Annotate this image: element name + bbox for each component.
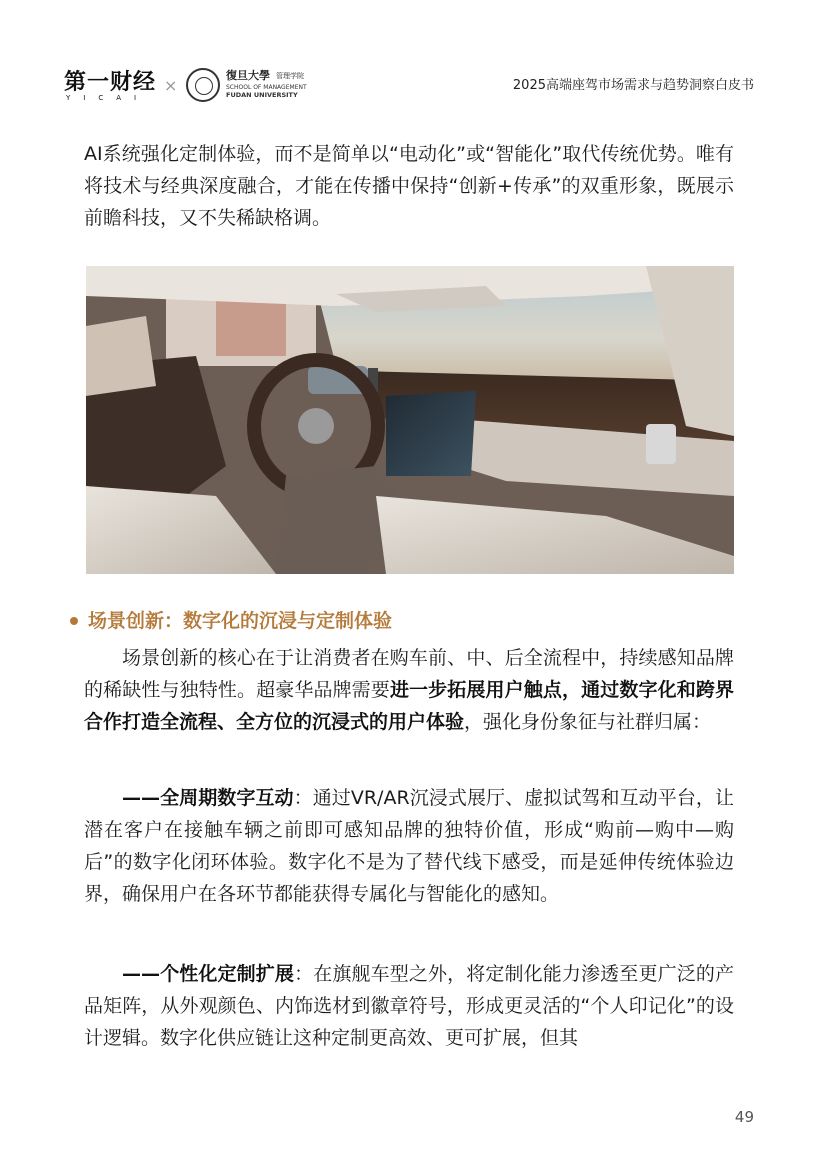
para2-text-a: 场景创新的核心在于让消费者在购车前、中、后全流程中，持续感知品牌的稀缺性与独特性。超豪华品牌需要 <box>84 647 734 701</box>
body-paragraph-2 <box>84 642 734 738</box>
para2-text-b: ，强化身份象征与社群归属： <box>464 711 712 733</box>
para2-bold: 进一步拓展用户触点，通过数字化和跨界合作打造全流程、全方位的沉浸式的用户体验 <box>84 679 734 733</box>
para3-bold: 全周期数字互动 <box>160 787 294 809</box>
para4-bold: 个性化定制扩展 <box>160 963 295 985</box>
body-paragraph-3 <box>84 782 734 910</box>
para3-prefix: —— <box>122 787 160 809</box>
para4-text: ：在旗舰车型之外，将定制化能力渗透至更广泛的产品矩阵，从外观颜色、内饰选材到徽章符号，形成更灵活的“个人印记化”的设计逻辑。数字化供应链让这种定制更高效、更可扩展，但其 <box>84 963 734 1049</box>
school-name-en-2: FUDAN UNIVERSITY <box>226 91 298 99</box>
section-title: 场景创新：数字化的沉浸与定制体验 <box>88 610 393 632</box>
section-heading <box>70 606 392 636</box>
fudan-seal-icon <box>186 68 220 102</box>
intro-paragraph: AI系统强化定制体验，而不是简单以“电动化”或“智能化”取代传统优势。唯有将技术与经典深度融合，才能在传播中保持“创新+传承”的双重形象，既展示前瞻科技，又不失稀缺格调。 <box>84 143 734 229</box>
yicai-logo-sub: YICAI <box>66 94 150 102</box>
para3-text: ：通过VR/AR沉浸式展厅、虚拟试驾和互动平台，让潜在客户在接触车辆之前即可感知品牌的独特价值，形成“购前—购中—购后”的数字化闭环体验。数字化不是为了替代线下感受，而是延伸传统体验边界，确保用户在各环节都能获得专属化与智能化的感知。 <box>84 787 734 905</box>
page-header <box>64 66 754 110</box>
para4-prefix: —— <box>122 963 160 985</box>
school-name-cn: 復旦大學 <box>226 69 270 82</box>
car-interior-photo <box>86 266 734 574</box>
body-paragraph-4 <box>84 958 734 1054</box>
report-title: 2025高端座驾市场需求与趋势洞察白皮书 <box>512 78 754 93</box>
school-name-en-1: SCHOOL OF MANAGEMENT <box>226 84 307 91</box>
school-dept-cn: 管理学院 <box>276 72 304 80</box>
cobrand-separator: × <box>164 76 178 95</box>
bullet-dot-icon <box>70 617 78 625</box>
page-number: 49 <box>734 1108 754 1126</box>
yicai-logo: 第一财经 <box>64 70 157 95</box>
